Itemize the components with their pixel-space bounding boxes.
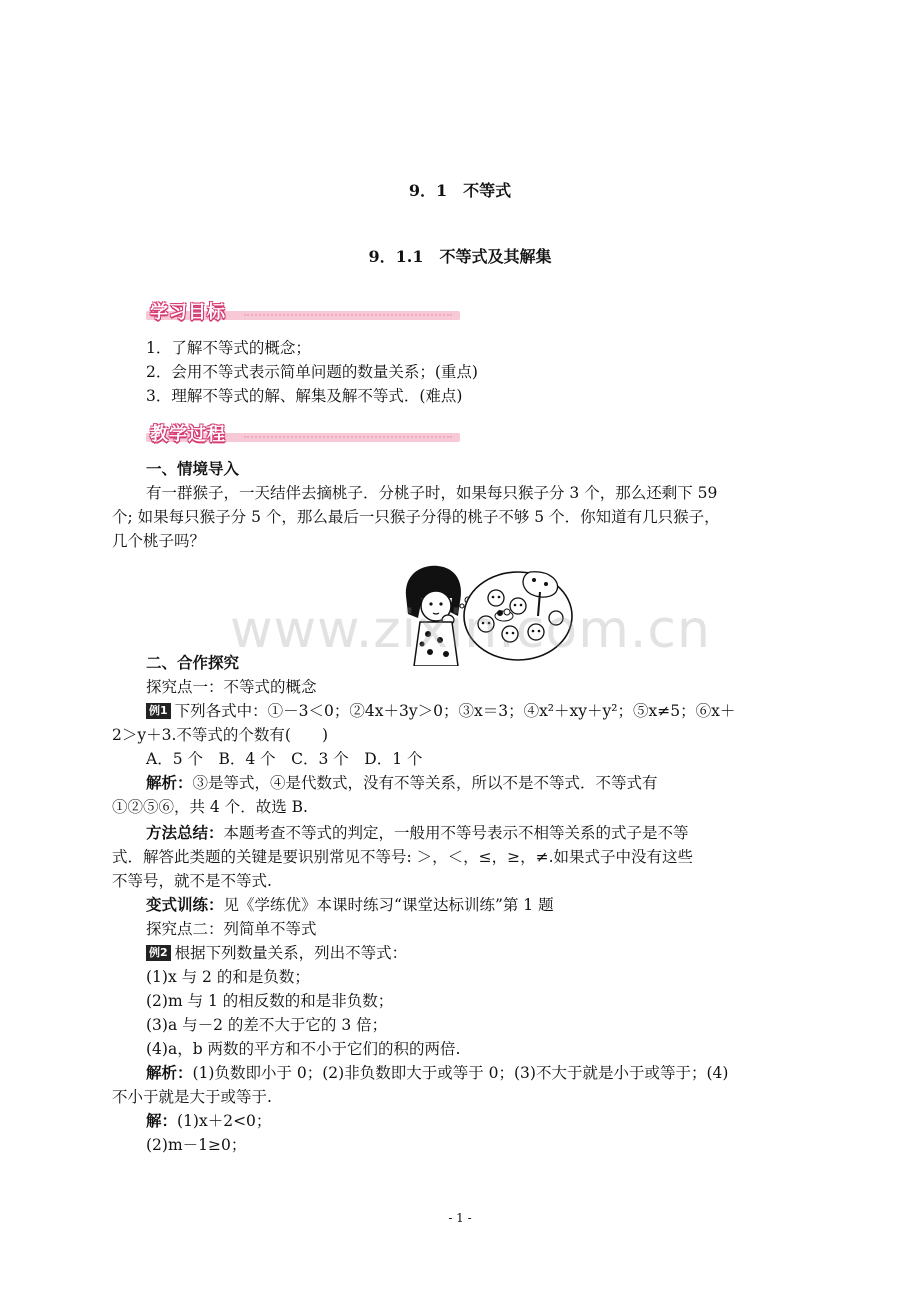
goals-banner-label: 学习目标	[150, 302, 226, 323]
section-title: 9．1.1 不等式及其解集	[368, 247, 552, 266]
solution-label: 解：	[146, 1111, 178, 1130]
part1-heading: 一、情境导入	[146, 459, 240, 478]
variant-text: 见《学练优》本课时练习“课堂达标训练”第 1 题	[223, 896, 554, 914]
summary-text: 本题考查不等式的判定，一般用不等号表示不相等关系的式子是不等	[223, 824, 689, 842]
analysis-text: ③是等式，④是代数式，没有不等关系，所以不是不等式．不等式有	[192, 774, 658, 792]
analysis-2-cont: 不小于就是大于或等于.	[112, 1088, 272, 1106]
analysis-text: (1)负数即小于 0；(2)非负数即大于或等于 0；(3)不大于就是小于或等于；(4)	[192, 1064, 729, 1082]
solution-text: (1)x＋2<0；	[177, 1112, 272, 1130]
analysis-1-cont: ①②⑤⑥，共 4 个．故选 B.	[112, 798, 308, 816]
solution-2: (2)m－1≥0；	[146, 1136, 247, 1154]
summary-cont: 不等号，就不是不等式.	[112, 872, 272, 890]
watermark-text: www.zixin.com.cn	[230, 600, 711, 660]
process-banner	[146, 420, 460, 446]
process-banner-label: 教学过程	[150, 424, 226, 445]
explore-point-2: 探究点二：列简单不等式	[146, 920, 317, 938]
example-2-text: 根据下列数量关系，列出不等式：	[174, 944, 408, 962]
solution-1	[146, 1109, 271, 1133]
goals-banner	[146, 298, 460, 324]
analysis-label: 解析：	[146, 773, 193, 792]
summary-label: 方法总结：	[146, 823, 224, 842]
banner-dots	[244, 436, 452, 438]
example-2-item: (2)m 与 1 的相反数的和是非负数；	[146, 992, 394, 1010]
chapter-title: 9．1 不等式	[408, 181, 512, 200]
example-1-cont: 2＞y＋3.不等式的个数有( )	[112, 726, 329, 744]
analysis-label: 解析：	[146, 1063, 193, 1082]
page-number: - 1 -	[448, 1211, 472, 1225]
example-2-item: (3)a 与－2 的差不大于它的 3 倍；	[146, 1016, 388, 1034]
goal-item: 2．会用不等式表示简单问题的数量关系；(重点)	[146, 363, 478, 381]
example-1-options: A．5 个 B．4 个 C．3 个 D．1 个	[146, 750, 423, 768]
part2-heading: 二、合作探究	[146, 653, 240, 672]
variant-label: 变式训练：	[146, 895, 224, 914]
example-2-item: (4)a，b 两数的平方和不小于它们的积的两倍.	[146, 1040, 461, 1058]
example-2-item: (1)x 与 2 的和是负数；	[146, 968, 310, 986]
explore-point-1: 探究点一：不等式的概念	[146, 678, 317, 696]
variant-training	[146, 893, 554, 917]
intro-text-line: 个; 如果每只猴子分 5 个，那么最后一只猴子分得的桃子不够 5 个．你知道有几只猴子，	[112, 508, 720, 526]
example-1-text: 下列各式中：①－3＜0；②4x＋3y＞0；③x＝3；④x²＋xy＋y²；⑤x≠5；⑥x＋	[174, 702, 736, 720]
banner-dots	[244, 314, 452, 316]
analysis-2	[146, 1061, 728, 1085]
example-1-line	[146, 699, 735, 723]
intro-text-line: 几个桃子吗？	[112, 532, 206, 550]
summary-cont: 式．解答此类题的关键是要识别常见不等号: ＞，＜，≤，≥，≠.如果式子中没有这些	[112, 848, 694, 866]
analysis-1	[146, 771, 658, 795]
example-1-badge: 例1	[146, 703, 171, 719]
example-2-line	[146, 941, 407, 965]
goal-item: 1．了解不等式的概念；	[146, 339, 311, 357]
method-summary	[146, 821, 689, 845]
intro-text-line: 有一群猴子，一天结伴去摘桃子．分桃子时，如果每只猴子分 3 个，那么还剩下 59	[146, 484, 718, 502]
goal-item: 3．理解不等式的解、解集及解不等式．(难点)	[146, 387, 463, 405]
example-2-badge: 例2	[146, 945, 171, 961]
